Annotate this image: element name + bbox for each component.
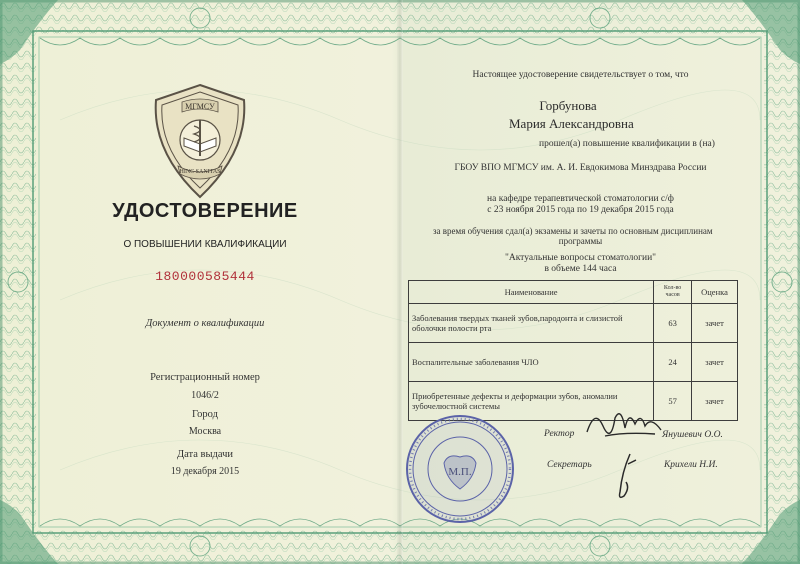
university-emblem-icon bbox=[148, 82, 252, 200]
rector-signature bbox=[585, 402, 663, 444]
date-label: Дата выдачи bbox=[176, 449, 234, 460]
surname: Горбунова bbox=[539, 98, 597, 113]
course-name: Приобретенные дефекты и деформации зубов, аномалии зубочелюстной системы bbox=[409, 382, 654, 421]
emblem-top-text: МГМСУ bbox=[185, 102, 215, 111]
courses-table bbox=[408, 280, 738, 421]
program-name: "Актуальные вопросы стоматологии" bbox=[504, 253, 657, 263]
course-grade: зачет bbox=[692, 304, 738, 343]
passed-text: прошел(а) повышение квалификации в (на) bbox=[539, 139, 715, 149]
course-name: Воспалительные заболевания ЧЛО bbox=[409, 343, 654, 382]
course-hours: 57 bbox=[654, 382, 692, 421]
emblem-bottom-text: HINC SANITAS bbox=[179, 169, 221, 175]
department-text: на кафедре терапевтической стоматологии с/ф bbox=[487, 194, 674, 204]
exams-text-2: программы bbox=[558, 236, 603, 246]
rector-name: Янушевич О.О. bbox=[662, 430, 723, 440]
program-hours: в объеме 144 часа bbox=[544, 264, 617, 274]
document-type: Документ о квалификации bbox=[145, 318, 265, 329]
table-row bbox=[409, 343, 738, 382]
page-fold bbox=[397, 0, 403, 564]
table-row bbox=[409, 304, 738, 343]
city-label: Город bbox=[192, 409, 218, 420]
course-grade: зачет bbox=[692, 343, 738, 382]
header-hours: Кол-во часов bbox=[654, 281, 692, 304]
secretary-name: Крихели Н.И. bbox=[664, 460, 718, 470]
document-title: УДОСТОВЕРЕНИЕ bbox=[112, 200, 298, 222]
serial-number: 180000585444 bbox=[155, 269, 255, 284]
course-hours: 63 bbox=[654, 304, 692, 343]
course-hours: 24 bbox=[654, 343, 692, 382]
course-name: Заболевания твердых тканей зубов,пародонта и слизистой оболочки полости рта bbox=[409, 304, 654, 343]
institution-text: ГБОУ ВПО МГМСУ им. А. И. Евдокимова Минздрава России bbox=[454, 163, 707, 173]
exams-text: за время обучения сдал(а) экзамены и зачеты по основным дисциплинам bbox=[433, 226, 713, 236]
course-grade: зачет bbox=[692, 382, 738, 421]
secretary-label: Секретарь bbox=[547, 460, 592, 470]
header-grade: Оценка bbox=[692, 281, 738, 304]
table-header-row bbox=[409, 281, 738, 304]
rector-label: Ректор bbox=[544, 429, 575, 439]
period-text: с 23 ноября 2015 года по 19 декабря 2015 года bbox=[487, 205, 674, 215]
registration-value: 1046/2 bbox=[191, 390, 219, 401]
document-subtitle: О ПОВЫШЕНИИ КВАЛИФИКАЦИИ bbox=[123, 239, 287, 250]
official-seal-icon bbox=[404, 413, 516, 525]
intro-text: Настоящее удостоверение свидетельствует о том, что bbox=[472, 70, 689, 80]
city-value: Москва bbox=[188, 426, 222, 437]
header-name: Наименование bbox=[409, 281, 654, 304]
seal-text: М.П. bbox=[448, 466, 472, 478]
secretary-signature bbox=[612, 452, 638, 502]
given-names: Мария Александровна bbox=[509, 116, 634, 131]
registration-label: Регистрационный номер bbox=[150, 372, 260, 383]
date-value: 19 декабря 2015 bbox=[170, 466, 240, 477]
